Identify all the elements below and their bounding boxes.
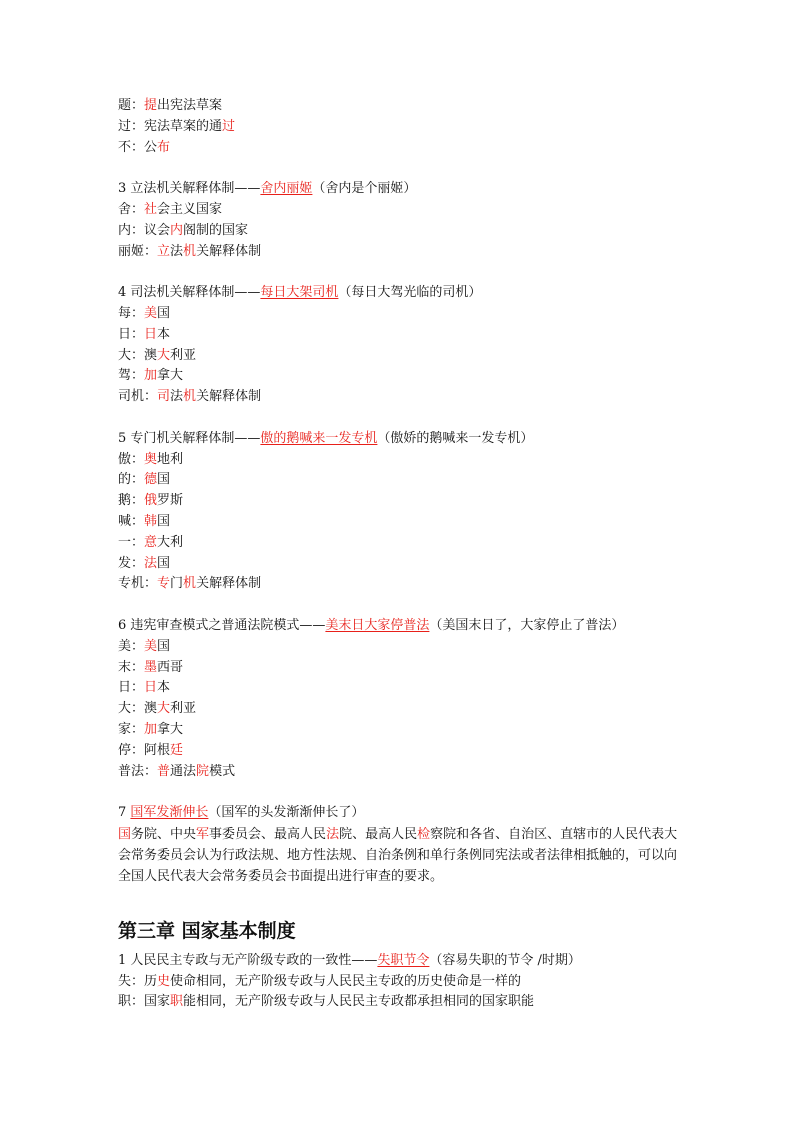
line-text: 家： [118, 721, 145, 737]
line-text: 发： [118, 555, 145, 571]
title-note: （美国末日了，大家停止了普法） [429, 617, 625, 633]
line-text: 末： [118, 659, 145, 675]
line-text: 丽姬： [118, 243, 158, 259]
title-text: 3 立法机关解释体制—— [118, 181, 261, 197]
highlight-char: 大 [157, 701, 171, 717]
chapter-heading: 第三章 国家基本制度 [118, 919, 296, 942]
highlight-char: 机 [183, 243, 197, 259]
highlight-char: 职 [170, 994, 184, 1010]
line-text: 西哥 [157, 659, 184, 675]
line-text: 美： [118, 638, 145, 654]
line-text: 关解释体制 [196, 576, 262, 592]
mnemonic-line-ti [118, 96, 688, 117]
line-text: 关解释体制 [196, 389, 262, 405]
mnemonic-phrase: 美末日大家停普法 [325, 617, 430, 633]
line-text: 鹅： [118, 493, 145, 509]
line-text: 过：宪法草案的通 [118, 118, 223, 134]
highlight-char: 意 [144, 534, 158, 550]
line-text: 国 [157, 555, 171, 571]
title-note: （舍内是个丽姬） [312, 181, 417, 197]
highlight-char: 军 [196, 826, 210, 842]
highlight-char: 过 [222, 118, 236, 134]
line-text: 通法 [170, 763, 197, 779]
mnemonic-line [118, 366, 688, 387]
mnemonic-line [118, 741, 688, 762]
highlight-char: 日 [144, 680, 158, 696]
highlight-char: 美 [144, 305, 158, 321]
mnemonic-line [118, 554, 688, 575]
highlight-char: 奥 [144, 451, 158, 467]
mnemonic-line-bu [118, 138, 688, 159]
line-text: 使命相同，无产阶级专政与人民民主专政的历史使命是一样的 [170, 973, 522, 989]
mnemonic-phrase: 失职节令 [377, 952, 430, 968]
line-text: 国 [157, 513, 171, 529]
paragraph-text: 察院和各省、自治区、直辖市的人民代表大会常务委员会认为行政法规、地方性法规、自治条例和单行条例同宪法或者法律相抵触的，可以向全国人民代表大会常务委员会书面提出进行审查的要求。 [118, 826, 678, 884]
highlight-char: 专 [157, 576, 171, 592]
line-text: 关解释体制 [196, 243, 262, 259]
mnemonic-line [118, 762, 688, 783]
paragraph-text: 院、最高人民 [339, 826, 418, 842]
highlight-char: 司 [157, 389, 171, 405]
line-text: 国 [157, 638, 171, 654]
highlight-char: 法 [326, 826, 340, 842]
line-text: 罗斯 [157, 493, 184, 509]
line-text: 会主义国家 [157, 201, 223, 217]
mnemonic-line [118, 533, 688, 554]
line-text: 的： [118, 472, 145, 488]
mnemonic-line [118, 972, 688, 993]
mnemonic-line [118, 450, 688, 471]
highlight-char: 加 [144, 721, 158, 737]
mnemonic-line [118, 658, 688, 679]
section-title-7 [118, 803, 688, 824]
highlight-char: 法 [144, 555, 158, 571]
title-text: 6 违宪审查模式之普通法院模式—— [118, 617, 326, 633]
mnemonic-line [118, 678, 688, 699]
highlight-char: 立 [157, 243, 171, 259]
line-text: 出宪法草案 [157, 98, 223, 113]
mnemonic-phrase: 国军发渐伸长 [130, 805, 209, 821]
line-text: 题： [118, 98, 145, 113]
mnemonic-line [118, 387, 688, 408]
line-text: 职：国家 [118, 994, 171, 1010]
line-text: 驾： [118, 368, 145, 384]
title-note: （容易失职的节令 /时期） [429, 952, 581, 968]
section-title-6 [118, 616, 688, 637]
mnemonic-line [118, 992, 688, 1013]
mnemonic-phrase: 舍内丽姬 [260, 181, 313, 197]
highlight-char: 国 [118, 826, 132, 842]
mnemonic-line [118, 346, 688, 367]
line-text: 门 [170, 576, 184, 592]
mnemonic-phrase: 傲的鹅喊来一发专机 [260, 430, 378, 446]
highlight-char: 大 [157, 347, 171, 363]
line-text: 停：阿根 [118, 742, 171, 758]
mnemonic-line [118, 637, 688, 658]
mnemonic-line [118, 221, 688, 242]
section-title-4 [118, 283, 688, 304]
highlight-char: 检 [417, 826, 431, 842]
highlight-char: 机 [183, 576, 197, 592]
line-text: 本 [157, 680, 171, 696]
line-text: 喊： [118, 513, 145, 529]
highlight-char: 韩 [144, 513, 158, 529]
title-note: （傲娇的鹅喊来一发专机） [377, 430, 534, 446]
mnemonic-line [118, 470, 688, 491]
mnemonic-line [118, 720, 688, 741]
mnemonic-line [118, 574, 688, 595]
mnemonic-phrase: 每日大架司机 [260, 285, 339, 301]
highlight-char: 院 [196, 763, 210, 779]
line-text: 模式 [209, 763, 236, 779]
mnemonic-line [118, 699, 688, 720]
line-text: 普法： [118, 763, 158, 779]
highlight-char: 史 [157, 973, 171, 989]
section-7-paragraph [118, 824, 688, 887]
highlight-char: 加 [144, 368, 158, 384]
line-text: 利亚 [170, 347, 197, 363]
highlight-char: 社 [144, 201, 158, 217]
mnemonic-line-guo [118, 117, 688, 138]
line-text: 能相同，无产阶级专政与人民民主专政都承担相同的国家职能 [183, 994, 535, 1010]
title-note: （国军的头发渐渐伸长了） [208, 805, 365, 821]
line-text: 日： [118, 680, 145, 696]
mnemonic-line [118, 200, 688, 221]
highlight-char: 廷 [170, 742, 184, 758]
title-note: （每日大驾光临的司机） [338, 285, 482, 301]
line-text: 大利 [157, 534, 184, 550]
highlight-char: 布 [157, 139, 171, 155]
line-text: 大：澳 [118, 347, 158, 363]
line-text: 专机： [118, 576, 158, 592]
line-text: 每： [118, 305, 145, 321]
line-text: 司机： [118, 389, 158, 405]
highlight-char: 普 [157, 763, 171, 779]
line-text: 国 [157, 472, 171, 488]
line-text: 地利 [157, 451, 184, 467]
line-text: 国 [157, 305, 171, 321]
line-text: 利亚 [170, 701, 197, 717]
line-text: 法 [170, 243, 184, 259]
title-text: 5 专门机关解释体制—— [118, 430, 261, 446]
line-text: 本 [157, 326, 171, 342]
mnemonic-line [118, 304, 688, 325]
document-page [118, 96, 688, 1013]
line-text: 法 [170, 389, 184, 405]
line-text: 拿大 [157, 721, 184, 737]
title-text: 1 人民民主专政与无产阶级专政的一致性—— [118, 952, 378, 968]
title-text: 7 [118, 805, 131, 821]
section-title-5 [118, 429, 688, 450]
highlight-char: 俄 [144, 493, 158, 509]
highlight-char: 美 [144, 638, 158, 654]
mnemonic-line [118, 512, 688, 533]
highlight-char: 德 [144, 472, 158, 488]
mnemonic-line [118, 491, 688, 512]
line-text: 不：公 [118, 139, 158, 155]
highlight-char: 提 [144, 98, 158, 113]
line-text: 傲： [118, 451, 145, 467]
line-text: 舍： [118, 201, 145, 217]
paragraph-text: 事委员会、最高人民 [209, 826, 327, 842]
mnemonic-line [118, 325, 688, 346]
title-text: 4 司法机关解释体制—— [118, 285, 261, 301]
highlight-char: 墨 [144, 659, 158, 675]
line-text: 失：历 [118, 973, 158, 989]
line-text: 拿大 [157, 368, 184, 384]
section-title-3 [118, 179, 688, 200]
line-text: 内：议会 [118, 222, 171, 238]
line-text: 日： [118, 326, 145, 342]
line-text: 阁制的国家 [183, 222, 249, 238]
line-text: 大：澳 [118, 701, 158, 717]
mnemonic-line [118, 242, 688, 263]
paragraph-text: 务院、中央 [131, 826, 197, 842]
highlight-char: 机 [183, 389, 197, 405]
section-title-ch3-1 [118, 951, 688, 972]
line-text: 一： [118, 534, 145, 550]
highlight-char: 内 [170, 222, 184, 238]
highlight-char: 日 [144, 326, 158, 342]
